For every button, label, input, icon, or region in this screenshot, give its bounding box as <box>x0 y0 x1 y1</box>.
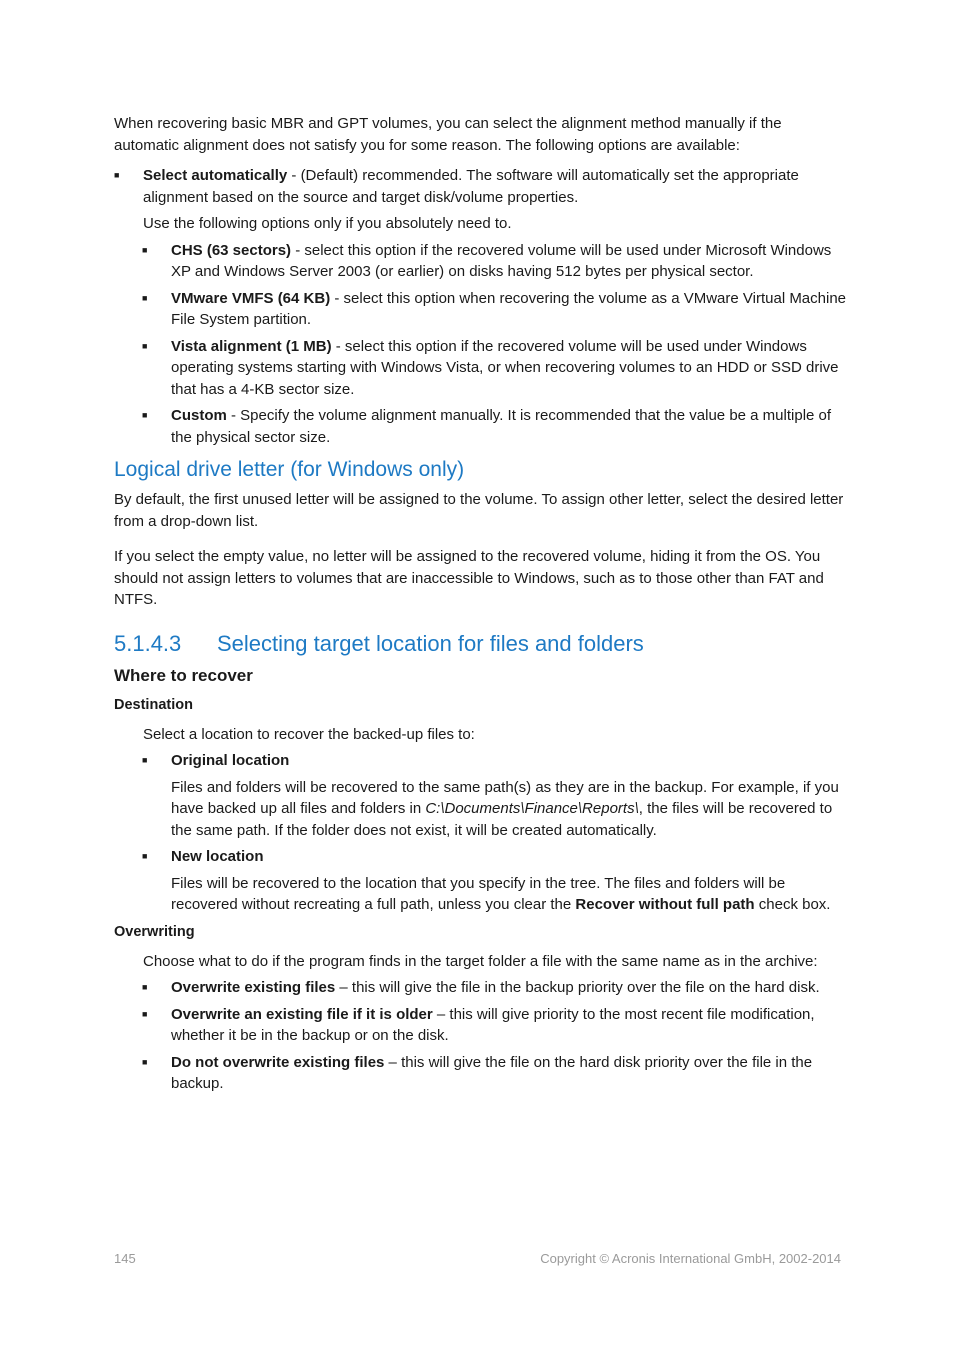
note-text: Use the following options only if you absolutely need to. <box>143 215 512 232</box>
copyright-text: Copyright © Acronis International GmbH, 2002-2014 <box>540 1251 841 1266</box>
bullet-icon: ■ <box>142 292 148 303</box>
bullet-icon: ■ <box>142 851 148 861</box>
option-description: – this will give priority to the most recent file modification, whether it be in the backup or on the disk. <box>171 1005 815 1044</box>
option-label: Custom <box>171 407 227 424</box>
list-item <box>142 1004 846 1047</box>
option-label: VMware VMFS (64 KB) <box>171 289 331 307</box>
bullet-icon: ■ <box>142 1056 148 1067</box>
list-item <box>114 165 846 235</box>
bullet-icon: ■ <box>142 410 148 420</box>
section-heading <box>114 629 846 659</box>
list-item <box>142 750 846 841</box>
bullet-icon: ■ <box>142 340 148 351</box>
option-label: Overwrite an existing file if it is older <box>171 1005 433 1023</box>
page-number: 145 <box>114 1251 136 1266</box>
logical-drive-heading: Logical drive letter (for Windows only) <box>114 458 465 481</box>
list-item <box>142 977 846 999</box>
overwriting-options-list <box>142 977 846 1095</box>
example-path: C:\Documents\Finance\Reports\ <box>425 800 639 817</box>
destination-heading: Destination <box>114 696 193 713</box>
overwriting-intro: Choose what to do if the program finds in the target folder a file with the same name as in the archive: <box>143 952 818 970</box>
option-description: - Specify the volume alignment manually. It is recommended that the value be a multiple of the physical sector size. <box>171 407 832 446</box>
list-item <box>142 336 846 401</box>
option-description: Files and folders will be recovered to the same path(s) as they are in the backup. For example, if you have backed up all files and folders in C:\Documents\Finance\Reports\, the files will be recovered to the same path. If the folder does not exist, it will be created automatically. <box>171 778 839 839</box>
bullet-icon: ■ <box>142 755 148 765</box>
list-item <box>142 846 846 916</box>
option-label: Vista alignment (1 MB) <box>171 337 332 355</box>
alignment-options-list <box>142 240 846 449</box>
bullet-icon: ■ <box>114 170 120 180</box>
list-item <box>142 405 846 448</box>
option-label: New location <box>171 848 264 865</box>
bullet-icon: ■ <box>142 1008 148 1019</box>
bullet-icon: ■ <box>142 244 148 255</box>
destination-options-list <box>142 750 846 916</box>
where-to-recover-heading: Where to recover <box>114 665 253 685</box>
option-description: Files will be recovered to the location that you specify in the tree. The files and folders will be recovered without recreating a full path, unless you clear the Recover without full path check box. <box>171 874 831 913</box>
option-label: CHS (63 sectors) <box>171 241 292 259</box>
checkbox-name: Recover without full path <box>575 896 755 913</box>
logical-paragraph-1: By default, the first unused letter will be assigned to the volume. To assign other letter, select the desired letter from a drop-down list. <box>114 491 844 530</box>
option-description: - (Default) recommended. The software will automatically set the appropriate alignment based on the source and target disk/volume properties. <box>143 167 799 206</box>
option-description: - select this option if the recovered volume will be used under Windows operating systems starting with Windows Vista, or when recovering volumes to an HDD or SSD drive that has a 4-KB sector size. <box>171 337 839 398</box>
document-page <box>114 113 846 1100</box>
page-footer <box>114 1251 841 1266</box>
option-description: - select this option when recovering the volume as a VMware Virtual Machine File System partition. <box>171 289 847 328</box>
destination-intro: Select a location to recover the backed-up files to: <box>143 725 475 743</box>
option-description: - select this option if the recovered volume will be used under Microsoft Windows XP and Windows Server 2003 (or earlier) on disks having 512 bytes per physical sector. <box>171 241 832 280</box>
section-title: Selecting target location for files and folders <box>217 630 644 656</box>
option-label: Overwrite existing files <box>171 979 336 996</box>
bullet-icon: ■ <box>142 982 148 992</box>
intro-paragraph: When recovering basic MBR and GPT volumes, you can select the alignment method manually if the automatic alignment does not satisfy you for some reason. The following options are available: <box>114 115 782 154</box>
option-description: – this will give the file on the hard disk priority over the file in the backup. <box>171 1053 813 1092</box>
option-description: – this will give the file in the backup priority over the file on the hard disk. <box>335 979 820 996</box>
option-label: Select automatically <box>143 167 288 184</box>
alignment-list <box>114 165 846 235</box>
option-label: Do not overwrite existing files <box>171 1053 385 1071</box>
logical-paragraph-2: If you select the empty value, no letter will be assigned to the recovered volume, hiding it from the OS. You should not assign letters to volumes that are inaccessible to Windows, such as to those other than FAT and NTFS. <box>114 548 824 608</box>
list-item <box>142 240 846 283</box>
list-item <box>142 288 846 331</box>
option-label: Original location <box>171 752 290 769</box>
list-item <box>142 1052 846 1095</box>
overwriting-heading: Overwriting <box>114 923 195 940</box>
section-number: 5.1.4.3 <box>114 630 182 656</box>
